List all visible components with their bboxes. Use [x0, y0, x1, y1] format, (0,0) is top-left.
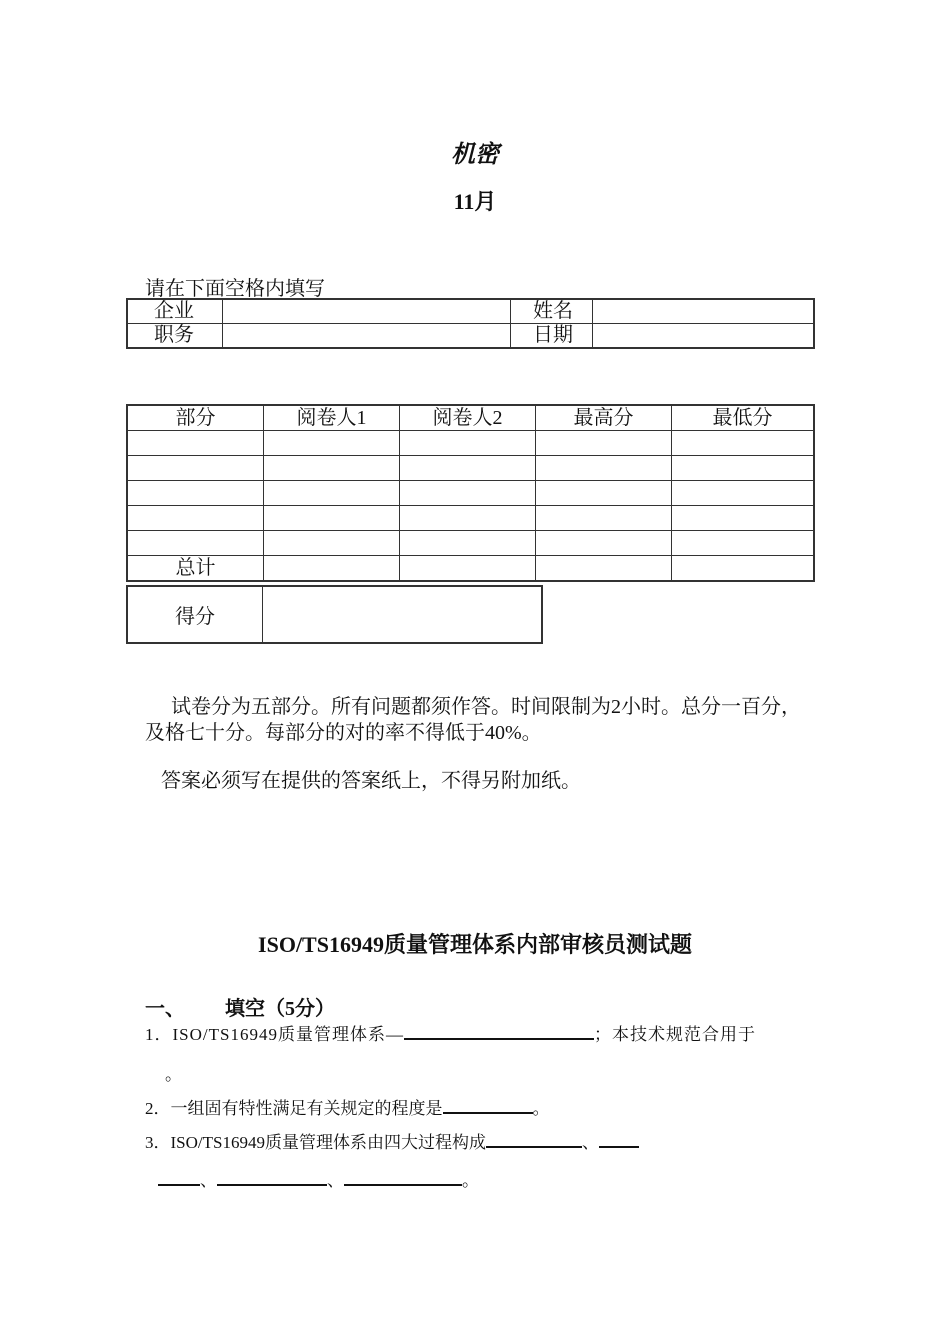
section-number: 一、	[145, 998, 185, 1020]
table-row	[127, 456, 814, 481]
exam-title: ISO/TS16949质量管理体系内部审核员测试题	[258, 932, 692, 957]
answer-blank[interactable]	[158, 1166, 200, 1186]
company-label: 企业	[127, 299, 223, 324]
header-section: 部分	[127, 405, 264, 431]
answer-blank[interactable]	[217, 1166, 327, 1186]
question-3: 3．ISO/TS16949质量管理体系由四大过程构成 、	[145, 1128, 639, 1153]
answer-blank[interactable]	[404, 1020, 594, 1040]
final-score-table	[126, 585, 543, 644]
section-title: 填空（5分）	[225, 998, 335, 1020]
date-label: 日期	[511, 324, 593, 349]
header-min-score: 最低分	[672, 405, 815, 431]
table-row	[127, 481, 814, 506]
question-1: 1．ISO/TS16949质量管理体系— ；本技术规范合用于	[145, 1020, 756, 1045]
position-label: 职务	[127, 324, 223, 349]
header-grader-2: 阅卷人2	[400, 405, 536, 431]
question-1-end: 。	[165, 1065, 182, 1084]
answer-blank[interactable]	[486, 1128, 582, 1148]
header-grader-1: 阅卷人1	[264, 405, 400, 431]
question-3-continued: 、 、 。	[158, 1166, 479, 1191]
exam-rules: 试卷分为五部分。所有问题都须作答。时间限制为2小时。总分一百分，及格七十分。每部分的对的率不得低于40%。	[145, 696, 801, 744]
answer-note: 答案必须写在提供的答案纸上，不得另附加纸。	[161, 770, 581, 792]
table-row	[127, 531, 814, 556]
answer-blank[interactable]	[344, 1166, 462, 1186]
fill-in-instruction: 请在下面空格内填写	[145, 278, 325, 300]
info-table	[126, 298, 815, 349]
table-row	[127, 431, 814, 456]
date-field[interactable]	[593, 324, 815, 349]
total-row	[127, 556, 814, 582]
month-label: 11月	[453, 189, 497, 214]
company-field[interactable]	[223, 299, 511, 324]
question-2: 2．一组固有特性满足有关规定的程度是 。	[145, 1094, 550, 1119]
answer-blank[interactable]	[443, 1094, 533, 1114]
answer-blank[interactable]	[599, 1128, 639, 1148]
score-table	[126, 404, 815, 582]
table-row	[127, 506, 814, 531]
position-field[interactable]	[223, 324, 511, 349]
name-label: 姓名	[511, 299, 593, 324]
header-max-score: 最高分	[536, 405, 672, 431]
total-label: 总计	[127, 556, 264, 582]
name-field[interactable]	[593, 299, 815, 324]
score-label: 得分	[127, 586, 263, 643]
score-field[interactable]	[263, 586, 543, 643]
confidential-label: 机密	[451, 142, 499, 168]
section-heading	[145, 992, 335, 1021]
